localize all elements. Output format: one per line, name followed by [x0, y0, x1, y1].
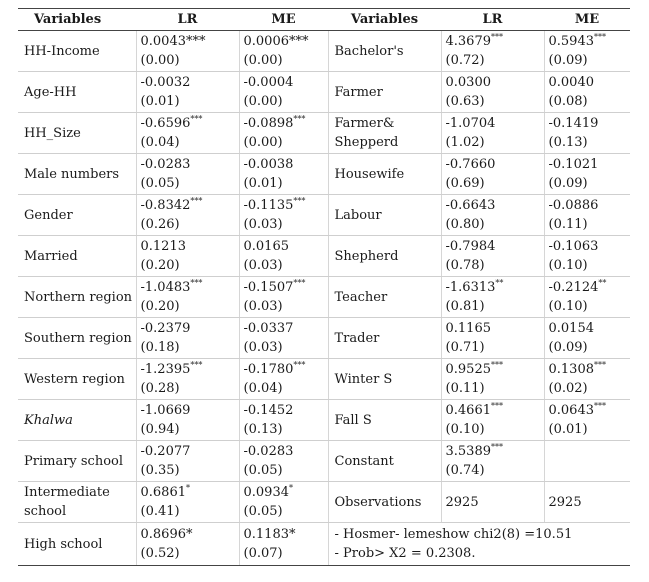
table-row	[18, 154, 630, 195]
right-lr-coefficient: 0.4661	[445, 403, 491, 418]
left-me-coefficient: 0.0006***	[243, 34, 309, 49]
right-lr-coef-line	[446, 32, 544, 51]
left-lr-std-error: (0.41)	[140, 504, 180, 519]
left-lr-coefficient: -1.2395	[140, 362, 191, 377]
right-lr-coef-line	[446, 319, 544, 338]
right-lr-coef-line	[446, 401, 544, 420]
right-me-std-error: (0.11)	[548, 217, 588, 232]
right-me-cell	[544, 441, 630, 482]
left-lr-std-error: (0.18)	[140, 340, 180, 355]
right-lr-significance: ***	[491, 360, 503, 370]
right-me-coefficient: 0.5943	[548, 34, 594, 49]
left-variable-name: High school	[24, 536, 103, 552]
right-me-std-error: (0.08)	[548, 94, 588, 109]
left-me-cell	[239, 441, 328, 482]
left-me-std-error: (0.05)	[243, 463, 283, 478]
right-lr-significance: ***	[491, 401, 503, 411]
left-me-std-error: (0.00)	[243, 94, 283, 109]
right-me-cell	[544, 318, 630, 359]
left-me-cell	[239, 318, 328, 359]
left-lr-coefficient: -0.8342	[140, 198, 191, 213]
right-me-std-error: (0.10)	[548, 299, 588, 314]
left-lr-coefficient: 0.0043***	[140, 34, 206, 49]
right-me-coefficient: 0.1308	[548, 362, 594, 377]
left-me-coef-line	[244, 525, 328, 544]
right-lr-std-error: (0.69)	[445, 176, 485, 191]
left-variable-name: Khalwa	[24, 412, 73, 428]
right-lr-std-error: (0.80)	[445, 217, 485, 232]
right-lr-cell	[441, 318, 544, 359]
left-lr-std-error: (0.35)	[140, 463, 180, 478]
right-variable-name: Trader	[334, 330, 380, 346]
right-me-std-error: (0.01)	[548, 422, 588, 437]
right-me-cell	[544, 72, 630, 113]
right-lr-coefficient: -0.7660	[445, 157, 496, 172]
right-variable-name: Bachelor's	[334, 43, 404, 59]
left-me-std-error: (0.03)	[243, 299, 283, 314]
right-me-std-error: (0.10)	[548, 258, 588, 273]
left-lr-coefficient: -0.2379	[140, 321, 191, 336]
left-variable	[18, 441, 136, 482]
right-me-std-error: (0.02)	[548, 381, 588, 396]
left-me-coefficient: -0.0283	[243, 444, 294, 459]
right-me-coefficient: -0.1419	[548, 116, 599, 131]
right-me-coefficient: -0.1063	[548, 239, 599, 254]
left-me-coefficient: -0.1507	[243, 280, 294, 295]
left-me-significance: ***	[293, 360, 306, 370]
left-variable-name: Primary school	[24, 453, 124, 469]
left-me-coefficient: -0.0337	[243, 321, 294, 336]
left-variable	[18, 72, 136, 113]
left-variable-name: HH_Size	[24, 125, 81, 141]
left-me-coefficient: -0.0004	[243, 75, 294, 90]
left-variable-name: Married	[24, 248, 78, 264]
left-lr-significance: ***	[190, 114, 203, 124]
left-me-cell	[239, 72, 328, 113]
right-variable-name: Farmer&	[334, 116, 395, 131]
right-variable	[328, 277, 441, 318]
left-lr-cell	[136, 441, 239, 482]
right-variable	[328, 195, 441, 236]
fit-statistic-note: - Prob> X2 = 0.2308.	[334, 546, 476, 561]
table-body	[18, 31, 630, 566]
right-me-coefficient: 0.0040	[548, 75, 594, 90]
table-row	[18, 31, 630, 72]
left-me-significance: ***	[293, 114, 306, 124]
right-me-coefficient: 0.0154	[548, 321, 594, 336]
right-me-coef-line	[549, 114, 631, 133]
table-row	[18, 359, 630, 400]
left-variable-name: Southern region	[24, 330, 132, 346]
left-lr-coef-line	[141, 32, 239, 51]
right-me-coef-line	[549, 401, 631, 420]
right-lr-cell	[441, 400, 544, 441]
header-lr-left: LR	[136, 9, 239, 31]
right-lr-coefficient: -1.6313	[445, 280, 496, 295]
right-lr-coefficient: -1.0704	[445, 116, 496, 131]
right-variable-name: Observations	[334, 494, 422, 510]
left-lr-std-error: (0.28)	[140, 381, 180, 396]
left-lr-std-error: (0.20)	[140, 258, 180, 273]
left-lr-std-error: (0.94)	[140, 422, 180, 437]
left-me-std-error: (0.03)	[243, 340, 283, 355]
right-lr-coef-line	[446, 360, 544, 379]
left-variable	[18, 236, 136, 277]
left-lr-coefficient: 0.6861	[140, 485, 186, 500]
left-lr-coefficient: -0.2077	[140, 444, 191, 459]
right-me-cell	[544, 154, 630, 195]
left-me-coef-line	[244, 319, 328, 338]
left-lr-cell	[136, 523, 239, 566]
right-me-std-error: (0.09)	[548, 340, 588, 355]
right-lr-std-error: (0.10)	[445, 422, 485, 437]
right-me-coef-line	[549, 278, 631, 297]
right-lr-cell	[441, 195, 544, 236]
left-lr-coef-line	[141, 237, 239, 256]
left-variable-name: Age-HH	[24, 84, 77, 100]
right-me-cell	[544, 277, 630, 318]
right-lr-coefficient: 0.9525	[445, 362, 491, 377]
left-me-cell	[239, 113, 328, 154]
right-lr-std-error: (0.74)	[445, 463, 485, 478]
left-lr-cell	[136, 236, 239, 277]
left-variable-name: Northern region	[24, 289, 133, 305]
left-lr-cell	[136, 277, 239, 318]
left-variable-name: Western region	[24, 371, 125, 387]
left-me-coef-line	[244, 196, 328, 215]
table-row	[18, 277, 630, 318]
right-me-coef-line	[549, 155, 631, 174]
left-lr-std-error: (0.52)	[140, 546, 180, 561]
right-variable	[328, 113, 441, 154]
right-lr-coefficient: 0.0300	[445, 75, 491, 90]
right-lr-cell	[441, 113, 544, 154]
left-lr-cell	[136, 154, 239, 195]
right-variable	[328, 72, 441, 113]
right-me-cell	[544, 113, 630, 154]
right-me-cell	[544, 359, 630, 400]
left-me-coef-line	[244, 73, 328, 92]
left-variable	[18, 195, 136, 236]
right-me-cell	[544, 236, 630, 277]
left-lr-cell	[136, 113, 239, 154]
right-lr-coefficient: -0.6643	[445, 198, 496, 213]
table-row	[18, 441, 630, 482]
right-variable-name: Constant	[334, 453, 394, 469]
right-lr-std-error: (0.63)	[445, 94, 485, 109]
left-me-cell	[239, 359, 328, 400]
right-lr-coefficient: 0.1165	[445, 321, 491, 336]
left-me-cell	[239, 482, 328, 523]
left-me-std-error: (0.13)	[243, 422, 283, 437]
left-me-coef-line	[244, 32, 328, 51]
left-me-coef-line	[244, 360, 328, 379]
header-lr-right: LR	[441, 9, 544, 31]
left-me-coefficient: 0.0165	[243, 239, 289, 254]
right-variable	[328, 359, 441, 400]
left-me-coefficient: -0.0898	[243, 116, 294, 131]
right-lr-std-error: (0.71)	[445, 340, 485, 355]
left-me-coef-line	[244, 483, 328, 502]
table-row	[18, 113, 630, 154]
left-me-std-error: (0.07)	[243, 546, 283, 561]
left-lr-significance: ***	[190, 360, 203, 370]
right-lr-coef-line	[446, 196, 544, 215]
header-me-left: ME	[239, 9, 328, 31]
left-lr-coef-line	[141, 483, 239, 502]
left-variable-name-cont: school	[24, 504, 67, 519]
right-me-coef-line	[549, 32, 631, 51]
left-lr-coefficient: 0.8696*	[140, 527, 193, 542]
left-me-coefficient: -0.1135	[243, 198, 294, 213]
left-variable	[18, 31, 136, 72]
right-lr-value: 2925	[445, 494, 479, 510]
left-lr-coefficient: -1.0483	[140, 280, 191, 295]
right-lr-cell	[441, 31, 544, 72]
right-me-coefficient: -0.1021	[548, 157, 599, 172]
left-me-coefficient: 0.1183*	[243, 527, 296, 542]
right-lr-significance: ***	[491, 442, 503, 452]
right-me-coefficient: 0.0643	[548, 403, 594, 418]
left-me-std-error: (0.01)	[243, 176, 283, 191]
left-lr-std-error: (0.00)	[140, 53, 180, 68]
left-variable	[18, 523, 136, 566]
right-variable-name: Labour	[334, 207, 382, 223]
left-me-coefficient: 0.0934	[243, 485, 289, 500]
left-me-coefficient: -0.0038	[243, 157, 294, 172]
left-me-significance: ***	[293, 278, 306, 288]
right-variable-name: Shepherd	[334, 248, 399, 264]
left-me-coefficient: -0.1780	[243, 362, 294, 377]
left-variable-name: Male numbers	[24, 166, 120, 182]
right-lr-coef-line	[446, 442, 544, 461]
left-me-std-error: (0.05)	[243, 504, 283, 519]
left-lr-significance: *	[186, 483, 190, 493]
right-me-std-error: (0.13)	[548, 135, 588, 150]
table-row	[18, 318, 630, 359]
left-variable	[18, 400, 136, 441]
left-variable-name: Gender	[24, 207, 73, 223]
right-lr-cell	[441, 482, 544, 523]
left-lr-coef-line	[141, 442, 239, 461]
right-lr-cell	[441, 154, 544, 195]
right-lr-cell	[441, 277, 544, 318]
left-lr-coef-line	[141, 319, 239, 338]
right-lr-significance: ***	[491, 32, 503, 42]
right-lr-coefficient: 4.3679	[445, 34, 491, 49]
left-lr-cell	[136, 359, 239, 400]
right-variable	[328, 236, 441, 277]
left-variable	[18, 359, 136, 400]
left-lr-coef-line	[141, 155, 239, 174]
fit-statistic-note: - Hosmer- lemeshow chi2(8) =10.51	[334, 527, 573, 542]
left-variable	[18, 277, 136, 318]
right-variable-name: Teacher	[334, 289, 388, 305]
left-me-cell	[239, 195, 328, 236]
left-lr-coefficient: -0.0283	[140, 157, 191, 172]
left-me-coef-line	[244, 237, 328, 256]
left-me-cell	[239, 154, 328, 195]
right-lr-cell	[441, 359, 544, 400]
left-lr-std-error: (0.26)	[140, 217, 180, 232]
left-lr-coef-line	[141, 401, 239, 420]
left-lr-coef-line	[141, 278, 239, 297]
left-lr-coef-line	[141, 114, 239, 133]
left-me-std-error: (0.00)	[243, 135, 283, 150]
left-me-std-error: (0.03)	[243, 258, 283, 273]
left-lr-std-error: (0.05)	[140, 176, 180, 191]
right-me-significance: ***	[594, 32, 606, 42]
right-lr-significance: **	[495, 278, 504, 288]
left-me-coef-line	[244, 401, 328, 420]
model-fit-notes	[328, 523, 630, 566]
table-row	[18, 523, 630, 566]
right-lr-coefficient: 3.5389	[445, 444, 491, 459]
left-me-coef-line	[244, 155, 328, 174]
left-me-std-error: (0.04)	[243, 381, 283, 396]
right-me-std-error: (0.09)	[548, 176, 588, 191]
left-variable	[18, 113, 136, 154]
right-lr-cell	[441, 72, 544, 113]
right-me-coef-line	[549, 73, 631, 92]
right-me-coefficient: -0.2124	[548, 280, 599, 295]
right-me-cell	[544, 31, 630, 72]
left-me-coef-line	[244, 114, 328, 133]
left-lr-coef-line	[141, 73, 239, 92]
left-lr-cell	[136, 195, 239, 236]
left-lr-coef-line	[141, 525, 239, 544]
right-lr-coef-line	[446, 237, 544, 256]
right-variable-name-cont: Shepperd	[334, 135, 399, 150]
left-lr-cell	[136, 31, 239, 72]
right-me-cell	[544, 400, 630, 441]
header-variables-left: Variables	[18, 9, 136, 31]
right-me-coef-line	[549, 360, 631, 379]
right-lr-coef-line	[446, 73, 544, 92]
left-lr-significance: ***	[190, 278, 203, 288]
left-me-cell	[239, 523, 328, 566]
left-me-coef-line	[244, 278, 328, 297]
right-lr-cell	[441, 236, 544, 277]
left-me-std-error: (0.03)	[243, 217, 283, 232]
right-lr-coefficient: -0.7984	[445, 239, 496, 254]
left-me-cell	[239, 236, 328, 277]
left-lr-coef-line	[141, 360, 239, 379]
left-me-cell	[239, 400, 328, 441]
right-lr-coef-line	[446, 155, 544, 174]
right-variable	[328, 482, 441, 523]
left-variable	[18, 154, 136, 195]
left-variable	[18, 318, 136, 359]
right-me-coef-line	[549, 196, 631, 215]
left-me-std-error: (0.00)	[243, 53, 283, 68]
right-variable-name: Fall S	[334, 412, 372, 428]
right-me-value: 2925	[548, 494, 582, 510]
table-row	[18, 482, 630, 523]
left-lr-coefficient: -0.6596	[140, 116, 191, 131]
left-lr-cell	[136, 482, 239, 523]
left-lr-std-error: (0.20)	[140, 299, 180, 314]
right-variable-name: Farmer	[334, 84, 383, 100]
results-table-container	[18, 8, 630, 566]
right-variable	[328, 154, 441, 195]
left-lr-coefficient: -0.0032	[140, 75, 191, 90]
right-lr-std-error: (0.72)	[445, 53, 485, 68]
right-lr-std-error: (0.78)	[445, 258, 485, 273]
right-variable	[328, 31, 441, 72]
left-me-significance: *	[289, 483, 293, 493]
table-header-row	[18, 9, 630, 31]
table-row	[18, 72, 630, 113]
left-lr-coefficient: -1.0669	[140, 403, 191, 418]
left-me-cell	[239, 277, 328, 318]
right-me-cell	[544, 195, 630, 236]
regression-results-table	[18, 8, 630, 566]
table-row	[18, 236, 630, 277]
right-me-cell	[544, 482, 630, 523]
right-variable	[328, 318, 441, 359]
left-me-coef-line	[244, 442, 328, 461]
left-lr-cell	[136, 318, 239, 359]
left-variable-name: Intermediate	[24, 485, 110, 500]
left-variable	[18, 482, 136, 523]
left-me-cell	[239, 31, 328, 72]
right-variable-name: Housewife	[334, 166, 405, 182]
right-variable	[328, 400, 441, 441]
right-lr-std-error: (1.02)	[445, 135, 485, 150]
left-lr-significance: ***	[190, 196, 203, 206]
header-variables-right: Variables	[328, 9, 441, 31]
right-me-coefficient: -0.0886	[548, 198, 599, 213]
right-me-significance: ***	[594, 401, 606, 411]
right-lr-cell	[441, 441, 544, 482]
right-me-significance: ***	[594, 360, 606, 370]
right-me-coef-line	[549, 319, 631, 338]
right-lr-std-error: (0.11)	[445, 381, 485, 396]
table-row	[18, 400, 630, 441]
right-me-coef-line	[549, 237, 631, 256]
left-lr-coef-line	[141, 196, 239, 215]
left-me-significance: ***	[293, 196, 306, 206]
left-lr-std-error: (0.01)	[140, 94, 180, 109]
left-lr-coefficient: 0.1213	[140, 239, 186, 254]
right-lr-coef-line	[446, 114, 544, 133]
table-row	[18, 195, 630, 236]
left-lr-cell	[136, 72, 239, 113]
right-variable-name: Winter S	[334, 371, 393, 387]
right-lr-std-error: (0.81)	[445, 299, 485, 314]
left-lr-std-error: (0.04)	[140, 135, 180, 150]
left-lr-cell	[136, 400, 239, 441]
header-me-right: ME	[544, 9, 630, 31]
right-me-significance: **	[598, 278, 607, 288]
left-me-coefficient: -0.1452	[243, 403, 294, 418]
right-lr-coef-line	[446, 278, 544, 297]
right-me-std-error: (0.09)	[548, 53, 588, 68]
right-variable	[328, 441, 441, 482]
left-variable-name: HH-Income	[24, 43, 100, 59]
